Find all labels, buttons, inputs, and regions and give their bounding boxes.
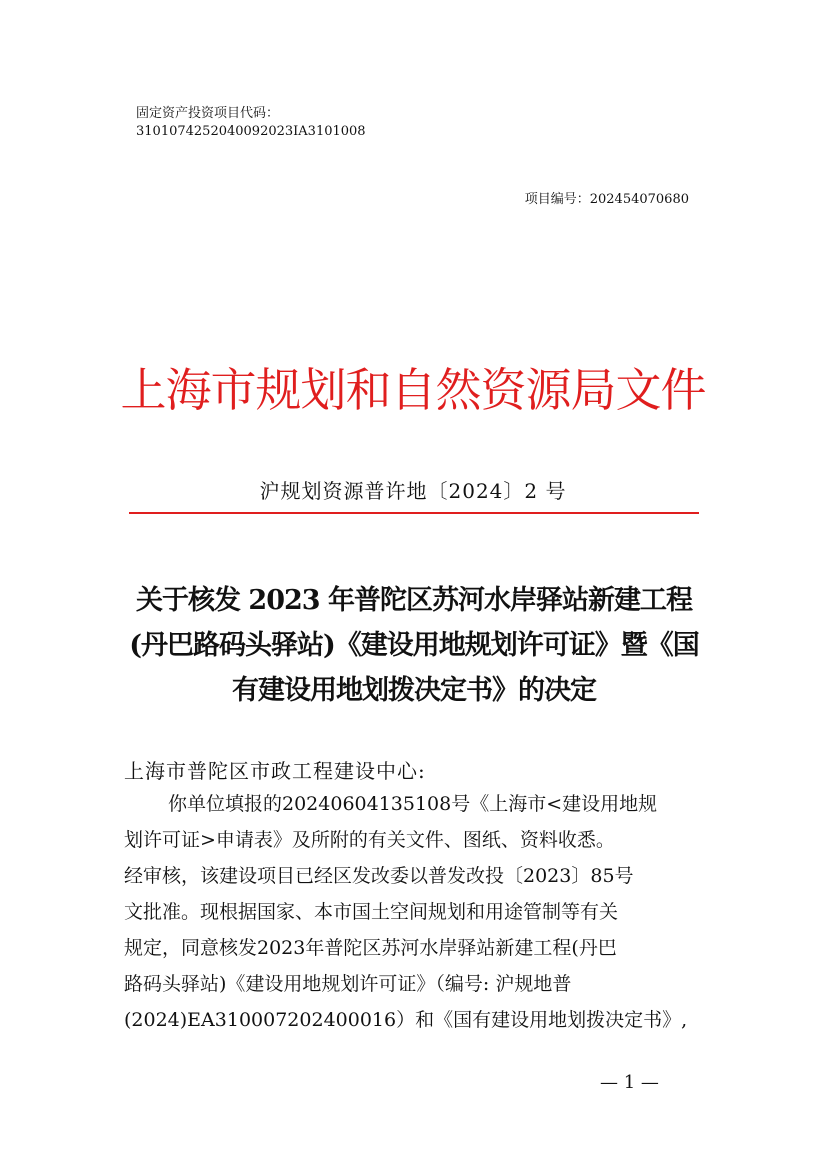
document-title-line: 关于核发 2023 年普陀区苏河水岸驿站新建工程 [136,585,692,616]
body-paragraph [124,786,704,1038]
page-number: — 1 — [600,1072,659,1093]
body-line: 划许可证>申请表》及所附的有关文件、图纸、资料收悉。 [124,829,615,851]
body-line: 路码头驿站)《建设用地规划许可证》（编号: 沪规地普 [124,973,572,995]
document-title-line: (丹巴路码头驿站)《建设用地规划许可证》暨《国 [129,630,699,661]
body-line: 规定，同意核发2023年普陀区苏河水岸驿站新建工程(丹巴 [124,937,617,959]
document-title-line: 有建设用地划拨决定书》的决定 [232,675,596,706]
body-line: (2024)EA310007202400016）和《国有建设用地划拨决定书》, [124,1009,688,1031]
body-line: 文批准。现根据国家、本市国土空间规划和用途管制等有关 [124,901,619,923]
project-number: 项目编号：202454070680 [524,192,689,207]
issuing-organization-title: 上海市规划和自然资源局文件 [120,363,706,417]
body-line: 你单位填报的20240604135108号《上海市<建设用地规 [168,793,658,815]
investment-code-label: 固定资产投资项目代码： [136,106,280,121]
recipient-line: 上海市普陀区市政工程建设中心: [124,759,426,783]
body-line: 经审核，该建设项目已经区发改委以普发改投〔2023〕85号 [124,865,634,887]
investment-code-value: 3101074252040092023IA3101008 [136,124,366,139]
red-header-rule [129,512,699,514]
document-number: 沪规划资源普许地〔2024〕2 号 [259,479,567,503]
document-title [112,578,716,713]
